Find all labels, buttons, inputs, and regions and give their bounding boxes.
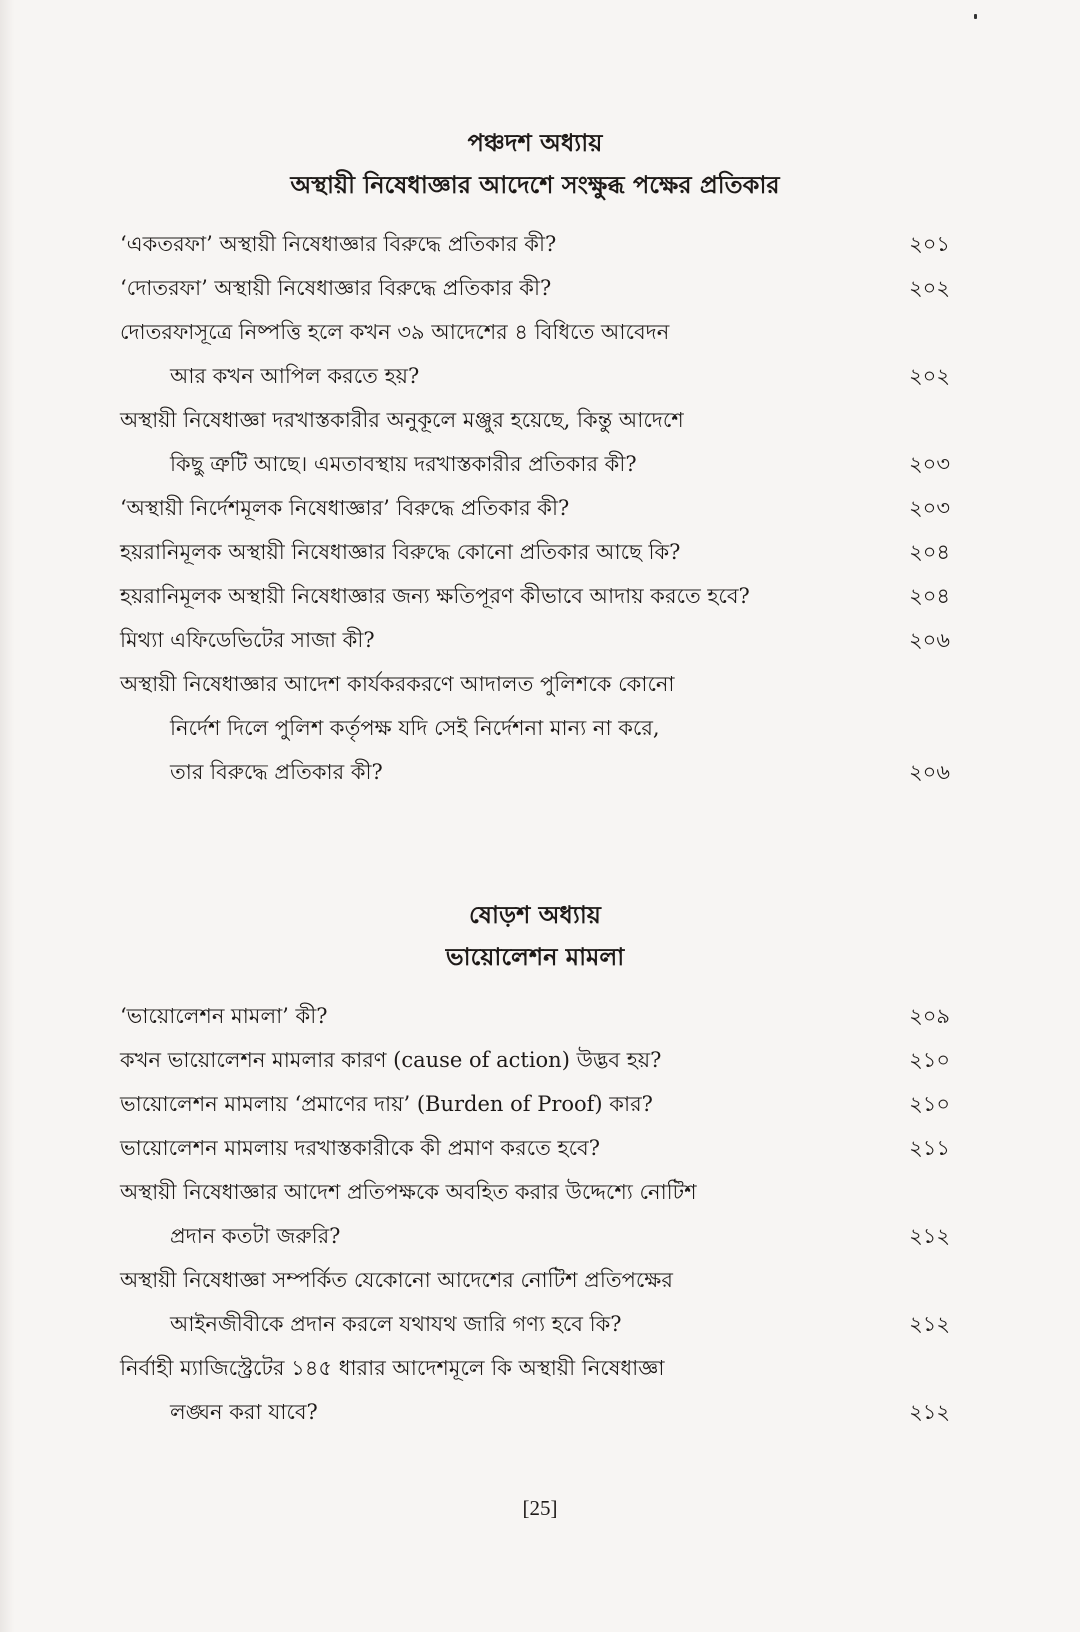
chapter-16-title: ষোড়শ অধ্যায় — [469, 900, 601, 929]
toc-page-number: ২০৩ — [909, 452, 950, 476]
toc-page-number: ২০২ — [909, 276, 950, 300]
toc-line: অস্থায়ী নিষেধাজ্ঞা দরখাস্তকারীর অনুকূলে মঞ্জুর হয়েছে, কিন্তু আদেশে — [120, 408, 684, 432]
toc-entry — [120, 1082, 950, 1126]
toc-line: হয়রানিমূলক অস্থায়ী নিষেধাজ্ঞার জন্য ক্ষতিপূরণ কীভাবে আদায় করতে হবে? — [120, 584, 750, 608]
chapter-15-subtitle: অস্থায়ী নিষেধাজ্ঞার আদেশে সংক্ষুব্ধ পক্ষের প্রতিকার — [290, 170, 780, 199]
toc-entry — [120, 1346, 950, 1434]
toc-line: নির্বাহী ম্যাজিস্ট্রেটের ১৪৫ ধারার আদেশমূলে কি অস্থায়ী নিষেধাজ্ঞা — [120, 1356, 665, 1380]
toc-line-continued: তার বিরুদ্ধে প্রতিকার কী? — [170, 760, 383, 784]
toc-entry-text — [120, 398, 890, 486]
toc-page-number: ২০১ — [909, 232, 950, 256]
toc-entry-text — [120, 266, 890, 310]
toc-line: অস্থায়ী নিষেধাজ্ঞার আদেশ কার্যকরকরণে আদালত পুলিশকে কোনো — [120, 672, 675, 696]
toc-entry-text — [120, 574, 890, 618]
toc-line: ‘একতরফা’ অস্থায়ী নিষেধাজ্ঞার বিরুদ্ধে প্রতিকার কী? — [120, 232, 557, 256]
toc-entry-text — [120, 486, 890, 530]
toc-page-number: ২০৯ — [909, 1004, 950, 1028]
chapter-16-section — [120, 898, 950, 1434]
toc-entry-text — [120, 1126, 890, 1170]
toc-entry — [120, 1126, 950, 1170]
toc-entry — [120, 310, 950, 398]
toc-entry — [120, 222, 950, 266]
toc-entry-text — [120, 1258, 890, 1346]
toc-line-continued: লঙ্ঘন করা যাবে? — [170, 1400, 318, 1424]
toc-line: অস্থায়ী নিষেধাজ্ঞা সম্পর্কিত যেকোনো আদেশের নোটিশ প্রতিপক্ষের — [120, 1268, 673, 1292]
chapter-15-toc — [120, 222, 950, 794]
toc-line-continued: আইনজীবীকে প্রদান করলে যথাযথ জারি গণ্য হবে কি? — [170, 1312, 622, 1336]
toc-line-continued: আর কখন আপিল করতে হয়? — [170, 364, 420, 388]
toc-page-number: ২০৬ — [909, 628, 950, 652]
toc-page-number: ২১২ — [909, 1400, 950, 1424]
toc-entry-text — [120, 618, 890, 662]
toc-line: ‘অস্থায়ী নির্দেশমূলক নিষেধাজ্ঞার’ বিরুদ্ধে প্রতিকার কী? — [120, 496, 570, 520]
toc-page-number: ২১০ — [909, 1092, 950, 1116]
toc-entry — [120, 1258, 950, 1346]
chapter-15-section — [120, 126, 950, 794]
toc-line: মিথ্যা এফিডেভিটের সাজা কী? — [120, 628, 375, 652]
toc-page-number: ২১২ — [909, 1224, 950, 1248]
toc-page-number: ২১১ — [909, 1136, 950, 1160]
toc-page-number: ২০৬ — [909, 760, 950, 784]
toc-line: দোতরফাসূত্রে নিষ্পত্তি হলে কখন ৩৯ আদেশের ৪ বিধিতে আবেদন — [120, 320, 670, 344]
toc-entry-text — [120, 1170, 890, 1258]
toc-page-number: ২০২ — [909, 364, 950, 388]
toc-entry-text — [120, 1346, 890, 1434]
toc-line-continued: নির্দেশ দিলে পুলিশ কর্তৃপক্ষ যদি সেই নির্দেশনা মান্য না করে, — [170, 716, 660, 740]
toc-entry — [120, 994, 950, 1038]
toc-line: ‘ভায়োলেশন মামলা’ কী? — [120, 1004, 328, 1028]
toc-entry-text — [120, 530, 890, 574]
toc-page-number: ২১০ — [909, 1048, 950, 1072]
toc-entry-text — [120, 994, 890, 1038]
toc-entry — [120, 574, 950, 618]
toc-entry — [120, 662, 950, 794]
toc-entry — [120, 486, 950, 530]
toc-page-number: ২১২ — [909, 1312, 950, 1336]
toc-entry — [120, 1038, 950, 1082]
toc-entry — [120, 398, 950, 486]
toc-entry — [120, 266, 950, 310]
toc-entry-text — [120, 1082, 890, 1126]
toc-entry — [120, 1170, 950, 1258]
toc-entry-text — [120, 1038, 890, 1082]
chapter-15-title: পঞ্চদশ অধ্যায় — [467, 128, 603, 157]
toc-line: ভায়োলেশন মামলায় দরখাস্তকারীকে কী প্রমাণ করতে হবে? — [120, 1136, 600, 1160]
toc-line: ‘দোতরফা’ অস্থায়ী নিষেধাজ্ঞার বিরুদ্ধে প্রতিকার কী? — [120, 276, 552, 300]
toc-page-number: ২০৪ — [909, 540, 950, 564]
ink-speck — [974, 14, 977, 19]
toc-entry — [120, 618, 950, 662]
chapter-16-toc — [120, 994, 950, 1434]
toc-line: ভায়োলেশন মামলায় ‘প্রমাণের দায়’ (Burden of Proof) কার? — [120, 1092, 653, 1116]
toc-entry-text — [120, 222, 890, 266]
toc-entry-text — [120, 662, 890, 794]
page-number: [25] — [522, 1496, 558, 1520]
page-edge-shadow — [0, 0, 14, 1632]
toc-line: অস্থায়ী নিষেধাজ্ঞার আদেশ প্রতিপক্ষকে অবহিত করার উদ্দেশ্যে নোটিশ — [120, 1180, 697, 1204]
toc-line: হয়রানিমূলক অস্থায়ী নিষেধাজ্ঞার বিরুদ্ধে কোনো প্রতিকার আছে কি? — [120, 540, 681, 564]
toc-page-number: ২০৪ — [909, 584, 950, 608]
toc-entry — [120, 530, 950, 574]
toc-page-number: ২০৩ — [909, 496, 950, 520]
chapter-16-subtitle: ভায়োলেশন মামলা — [445, 942, 625, 971]
toc-line: কখন ভায়োলেশন মামলার কারণ (cause of action) উদ্ভব হয়? — [120, 1048, 662, 1072]
toc-line-continued: প্রদান কতটা জরুরি? — [170, 1224, 341, 1248]
toc-line-continued: কিছু ত্রুটি আছে। এমতাবস্থায় দরখাস্তকারীর প্রতিকার কী? — [170, 452, 637, 476]
toc-entry-text — [120, 310, 890, 398]
